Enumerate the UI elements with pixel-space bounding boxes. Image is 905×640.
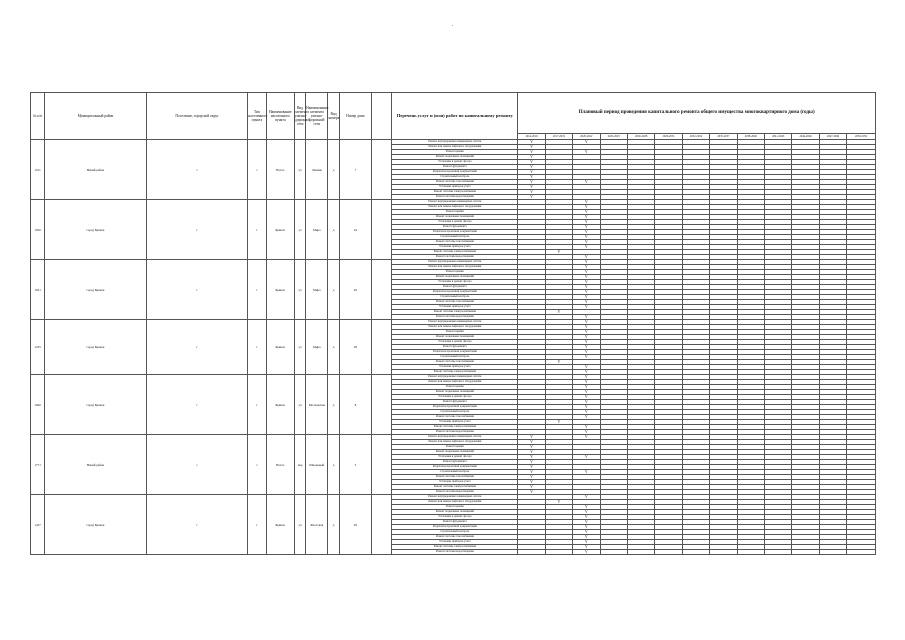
period-cell: V: [518, 195, 545, 200]
year-header: 2029-2031: [655, 134, 682, 140]
header-street: Наименование элемента улично-дорожной сети: [306, 93, 328, 140]
work-item: Ремонт подвальных помещений: [392, 215, 518, 220]
row-number: 1437: [31, 495, 45, 555]
period-cell: V: [573, 415, 600, 420]
house-type: д: [328, 435, 339, 495]
period-cell: V: [573, 140, 600, 145]
locality-name: Брянск: [266, 320, 294, 375]
work-item: Ремонт крыши: [392, 505, 518, 510]
work-item: Ремонт или замена лифтового оборудования: [392, 265, 518, 270]
period-cell: V: [573, 430, 600, 435]
period-cell: V: [518, 185, 545, 190]
period-cell: V: [518, 435, 545, 440]
period-cell: [518, 550, 545, 555]
work-item: Ремонт фундамента: [392, 225, 518, 230]
period-cell: V: [545, 310, 572, 315]
settlement-name: г: [146, 200, 248, 260]
settlement-name: г: [146, 495, 248, 555]
header-house-type: Вид номера: [328, 93, 339, 140]
period-cell: [545, 550, 572, 555]
work-item: Утепление и ремонт фасада: [392, 340, 518, 345]
work-item: Ремонт крыши: [392, 210, 518, 215]
street-name: Московская: [306, 375, 328, 435]
work-item: Разработка проектной документации: [392, 290, 518, 295]
work-item: Строительный контроль: [392, 295, 518, 300]
period-cell: [847, 550, 876, 555]
header-settlement: Поселение, городской округ: [146, 93, 248, 140]
blank-cell: [372, 200, 392, 260]
work-item: Ремонт системы газоснабжения: [392, 300, 518, 305]
work-item: Утепление и ремонт фасада: [392, 515, 518, 520]
period-cell: [682, 550, 709, 555]
settlement-name: с: [146, 140, 248, 200]
work-item: Ремонт системы газоснабжения: [392, 415, 518, 420]
work-item: Ремонт фундамента: [392, 400, 518, 405]
work-item: Ремонт системы газоснабжения: [392, 535, 518, 540]
row-number: 1011: [31, 140, 45, 200]
work-item: Утепление и ремонт фасада: [392, 280, 518, 285]
work-item: Ремонт системы водоотведения: [392, 195, 518, 200]
period-cell: V: [573, 205, 600, 210]
work-item: Ремонт или замена лифтового оборудования: [392, 440, 518, 445]
period-cell: V: [573, 260, 600, 265]
row-number: 1660: [31, 375, 45, 435]
locality-name: Брянск: [266, 495, 294, 555]
municipality-name: город Брянск: [45, 260, 147, 320]
period-cell: V: [518, 490, 545, 495]
period-cell: V: [573, 275, 600, 280]
municipality-name: город Брянск: [45, 200, 147, 260]
work-item: Ремонт подвальных помещений: [392, 390, 518, 395]
period-cell: [655, 550, 682, 555]
year-header: 2023-2025: [600, 134, 627, 140]
street-name: Ленина: [306, 140, 328, 200]
period-cell: V: [573, 200, 600, 205]
house-number: 29: [339, 495, 371, 555]
period-cell: V: [573, 150, 600, 155]
period-cell: V: [573, 230, 600, 235]
street-type: ул: [294, 495, 305, 555]
street-type: ул: [294, 140, 305, 200]
period-cell: [737, 550, 764, 555]
period-cell: V: [573, 210, 600, 215]
work-item: Ремонт внутридомовых инженерных систем: [392, 320, 518, 325]
work-item: Ремонт системы газоснабжения: [392, 475, 518, 480]
period-cell: V: [573, 285, 600, 290]
work-item: Ремонт системы водоотведения: [392, 550, 518, 555]
period-cell: V: [518, 145, 545, 150]
header-row: [31, 93, 876, 134]
period-cell: V: [518, 140, 545, 145]
work-item: Ремонт системы электроснабжения: [392, 370, 518, 375]
work-item: Ремонт или замена лифтового оборудования: [392, 205, 518, 210]
type-code: г: [248, 375, 266, 435]
period-cell: V: [518, 450, 545, 455]
period-cell: V: [573, 525, 600, 530]
type-code: г: [248, 260, 266, 320]
blank-cell: [372, 435, 392, 495]
period-cell: [819, 550, 846, 555]
work-item: Ремонт системы электроснабжения: [392, 425, 518, 430]
period-cell: V: [573, 345, 600, 350]
period-cell: V: [518, 160, 545, 165]
period-cell: V: [573, 325, 600, 330]
work-item: Утепление и ремонт фасада: [392, 455, 518, 460]
year-header: 2035-2037: [710, 134, 737, 140]
period-cell: V: [573, 410, 600, 415]
period-cell: [627, 550, 654, 555]
house-type: д: [328, 320, 339, 375]
blank-cell: [372, 320, 392, 375]
period-cell: V: [573, 330, 600, 335]
work-item: Ремонт системы электроснабжения: [392, 250, 518, 255]
municipality-name: Некий район: [45, 140, 147, 200]
period-cell: V: [573, 425, 600, 430]
settlement-name: г: [146, 320, 248, 375]
street-name: Мира: [306, 320, 328, 375]
period-cell: V: [573, 550, 600, 555]
settlement-name: г: [146, 375, 248, 435]
header-works: Перечень услуг и (или) работ по капитальному ремонту: [392, 93, 518, 140]
period-cell: V: [573, 255, 600, 260]
row-number: 1020: [31, 200, 45, 260]
period-cell: [710, 550, 737, 555]
work-item: Ремонт системы водоотведения: [392, 490, 518, 495]
period-cell: V: [518, 155, 545, 160]
period-cell: V: [573, 335, 600, 340]
period-cell: V: [573, 370, 600, 375]
year-header: 2041-2043: [764, 134, 791, 140]
municipality-name: Некий район: [45, 435, 147, 495]
work-item: Ремонт крыши: [392, 445, 518, 450]
period-cell: V: [518, 165, 545, 170]
locality-name: Нечто: [266, 140, 294, 200]
header-blank: [372, 93, 392, 140]
work-item: Строительный контроль: [392, 175, 518, 180]
work-item: Ремонт системы электроснабжения: [392, 310, 518, 315]
work-item: Ремонт фундамента: [392, 520, 518, 525]
locality-name: Брянск: [266, 200, 294, 260]
period-cell: V: [573, 545, 600, 550]
locality-name: Нечто: [266, 435, 294, 495]
settlement-name: г: [146, 260, 248, 320]
work-item: Ремонт фундамента: [392, 460, 518, 465]
work-item: Строительный контроль: [392, 355, 518, 360]
period-cell: V: [518, 170, 545, 175]
house-number: 3: [339, 435, 371, 495]
header-no: № п/п: [31, 93, 45, 140]
page-mark: .: [452, 22, 454, 28]
period-cell: V: [573, 400, 600, 405]
municipality-name: город Брянск: [45, 320, 147, 375]
settlement-name: с: [146, 435, 248, 495]
period-cell: V: [573, 405, 600, 410]
period-cell: V: [573, 235, 600, 240]
work-item: Ремонт внутридомовых инженерных систем: [392, 495, 518, 500]
period-cell: [792, 550, 819, 555]
period-cell: V: [518, 480, 545, 485]
work-item: Ремонт крыши: [392, 330, 518, 335]
period-cell: [764, 550, 791, 555]
period-cell: V: [573, 270, 600, 275]
work-item: Ремонт внутридомовых инженерных систем: [392, 260, 518, 265]
type-code: с: [248, 140, 266, 200]
work-item: Ремонт системы газоснабжения: [392, 180, 518, 185]
period-cell: V: [573, 385, 600, 390]
period-cell: V: [573, 220, 600, 225]
blank-cell: [372, 375, 392, 435]
work-item: Разработка проектной документации: [392, 170, 518, 175]
period-cell: V: [573, 340, 600, 345]
period-cell: V: [573, 355, 600, 360]
work-item: Разработка проектной документации: [392, 465, 518, 470]
period-cell: V: [518, 445, 545, 450]
locality-name: Брянск: [266, 260, 294, 320]
period-cell: V: [573, 515, 600, 520]
work-item: Ремонт внутридомовых инженерных систем: [392, 435, 518, 440]
header-locality: Наименование населенного пункта: [266, 93, 294, 140]
period-cell: V: [573, 215, 600, 220]
year-header: 2017-2019: [545, 134, 572, 140]
house-type: д: [328, 260, 339, 320]
work-item: Ремонт системы водоотведения: [392, 255, 518, 260]
year-header: 2014-2016: [518, 134, 545, 140]
period-cell: V: [518, 455, 545, 460]
work-item: Ремонт внутридомовых инженерных систем: [392, 375, 518, 380]
period-cell: V: [573, 295, 600, 300]
locality-name: Брянск: [266, 375, 294, 435]
period-cell: V: [518, 475, 545, 480]
work-item: Ремонт или замена лифтового оборудования: [392, 380, 518, 385]
period-cell: V: [573, 435, 600, 440]
work-item: Разработка проектной документации: [392, 230, 518, 235]
period-cell: V: [573, 375, 600, 380]
period-cell: V: [518, 470, 545, 475]
period-cell: V: [573, 505, 600, 510]
work-item: Строительный контроль: [392, 235, 518, 240]
work-item: Утепление и ремонт фасада: [392, 160, 518, 165]
work-item: Ремонт системы водоотведения: [392, 430, 518, 435]
work-item: Установка приборов учета: [392, 245, 518, 250]
header-municipality: Муниципальный район: [45, 93, 147, 140]
period-cell: V: [573, 530, 600, 535]
work-item: Установка приборов учета: [392, 305, 518, 310]
work-item: Ремонт системы водоотведения: [392, 315, 518, 320]
work-item: Строительный контроль: [392, 530, 518, 535]
year-header: 2026-2028: [627, 134, 654, 140]
period-cell: V: [518, 175, 545, 180]
work-item: Строительный контроль: [392, 410, 518, 415]
blank-cell: [372, 140, 392, 200]
capital-repair-table: [30, 92, 876, 555]
work-item: Утепление и ремонт фасада: [392, 395, 518, 400]
period-cell: V: [573, 395, 600, 400]
period-cell: V: [573, 245, 600, 250]
street-name: Школьный: [306, 435, 328, 495]
house-type: д: [328, 375, 339, 435]
work-item: Ремонт подвальных помещений: [392, 510, 518, 515]
street-name: Мира: [306, 260, 328, 320]
period-cell: V: [573, 320, 600, 325]
period-cell: V: [573, 300, 600, 305]
period-cell: V: [573, 510, 600, 515]
house-number: 8: [339, 375, 371, 435]
street-type: ул: [294, 320, 305, 375]
period-cell: V: [573, 365, 600, 370]
work-item: Ремонт фундамента: [392, 285, 518, 290]
period-cell: V: [518, 150, 545, 155]
work-item: Ремонт подвальных помещений: [392, 450, 518, 455]
period-cell: V: [573, 535, 600, 540]
period-cell: V: [518, 465, 545, 470]
year-header: 2020-2022: [573, 134, 600, 140]
work-item: Ремонт крыши: [392, 150, 518, 155]
work-item: Ремонт подвальных помещений: [392, 275, 518, 280]
year-header: 2044-2046: [792, 134, 819, 140]
year-header: 2038-2040: [737, 134, 764, 140]
period-cell: V: [573, 495, 600, 500]
period-cell: V: [573, 540, 600, 545]
work-item: Установка приборов учета: [392, 540, 518, 545]
row-number: 1021: [31, 260, 45, 320]
house-type: д: [328, 200, 339, 260]
work-item: Ремонт или замена лифтового оборудования: [392, 500, 518, 505]
work-item: Утепление и ремонт фасада: [392, 220, 518, 225]
house-number: 26: [339, 260, 371, 320]
table-body: [31, 140, 876, 555]
street-type: ул: [294, 375, 305, 435]
period-cell: V: [518, 460, 545, 465]
work-item: Установка приборов учета: [392, 480, 518, 485]
house-type: д: [328, 495, 339, 555]
work-item: Ремонт крыши: [392, 270, 518, 275]
house-number: 7: [339, 140, 371, 200]
work-item: Разработка проектной документации: [392, 405, 518, 410]
house-type: д: [328, 140, 339, 200]
header-street-type: Вид элемента улично-дорожной сети: [294, 93, 305, 140]
house-number: 24: [339, 200, 371, 260]
period-cell: V: [545, 360, 572, 365]
period-cell: V: [573, 380, 600, 385]
type-code: с: [248, 435, 266, 495]
work-item: Ремонт или замена лифтового оборудования: [392, 145, 518, 150]
period-cell: V: [518, 190, 545, 195]
header-house-no: Номер дома: [339, 93, 371, 140]
street-name: Флотская: [306, 495, 328, 555]
row-number: 1771: [31, 435, 45, 495]
blank-cell: [372, 260, 392, 320]
type-code: г: [248, 320, 266, 375]
period-cell: V: [573, 470, 600, 475]
work-item: Установка приборов учета: [392, 365, 518, 370]
work-item: Установка приборов учета: [392, 420, 518, 425]
period-cell: V: [573, 455, 600, 460]
work-item: Ремонт или замена лифтового оборудования: [392, 325, 518, 330]
period-cell: V: [573, 290, 600, 295]
period-cell: V: [518, 440, 545, 445]
period-cell: V: [573, 225, 600, 230]
period-cell: V: [573, 265, 600, 270]
period-cell: V: [573, 180, 600, 185]
work-item: Ремонт подвальных помещений: [392, 155, 518, 160]
work-item: Ремонт системы электроснабжения: [392, 545, 518, 550]
period-cell: V: [573, 280, 600, 285]
period-cell: V: [573, 240, 600, 245]
work-item: Ремонт фундамента: [392, 345, 518, 350]
house-number: 28: [339, 320, 371, 375]
work-item: Ремонт системы газоснабжения: [392, 360, 518, 365]
street-name: Мира: [306, 200, 328, 260]
period-cell: V: [518, 180, 545, 185]
work-item: Ремонт системы электроснабжения: [392, 190, 518, 195]
work-item: Ремонт крыши: [392, 385, 518, 390]
period-cell: V: [545, 500, 572, 505]
municipality-name: город Брянск: [45, 375, 147, 435]
work-item: Ремонт фундамента: [392, 165, 518, 170]
work-item: Ремонт системы электроснабжения: [392, 485, 518, 490]
period-cell: V: [573, 315, 600, 320]
row-number: 1235: [31, 320, 45, 375]
street-type: ул: [294, 260, 305, 320]
street-type: ул: [294, 200, 305, 260]
type-code: г: [248, 200, 266, 260]
period-cell: V: [518, 485, 545, 490]
street-type: пер: [294, 435, 305, 495]
header-type-code: Тип населенного пункта: [248, 93, 266, 140]
year-header: 2032-2034: [682, 134, 709, 140]
blank-cell: [372, 495, 392, 555]
work-item: Ремонт внутридомовых инженерных систем: [392, 140, 518, 145]
period-cell: [600, 550, 627, 555]
work-item: Ремонт подвальных помещений: [392, 335, 518, 340]
period-cell: V: [545, 250, 572, 255]
type-code: г: [248, 495, 266, 555]
header-period: Плановый период проведения капитального ремонта общего имущества многоквартирного дома (годы): [518, 93, 876, 134]
period-cell: V: [573, 350, 600, 355]
work-item: Ремонт системы газоснабжения: [392, 240, 518, 245]
work-item: Строительный контроль: [392, 470, 518, 475]
period-cell: V: [573, 520, 600, 525]
year-header: 2047-2049: [819, 134, 846, 140]
work-item: Разработка проектной документации: [392, 350, 518, 355]
year-header: 2050-2052: [847, 134, 876, 140]
period-cell: V: [545, 420, 572, 425]
municipality-name: город Брянск: [45, 495, 147, 555]
work-item: Установка приборов учета: [392, 185, 518, 190]
period-cell: V: [573, 305, 600, 310]
work-item: Разработка проектной документации: [392, 525, 518, 530]
work-item: Ремонт внутридомовых инженерных систем: [392, 200, 518, 205]
period-cell: V: [573, 390, 600, 395]
